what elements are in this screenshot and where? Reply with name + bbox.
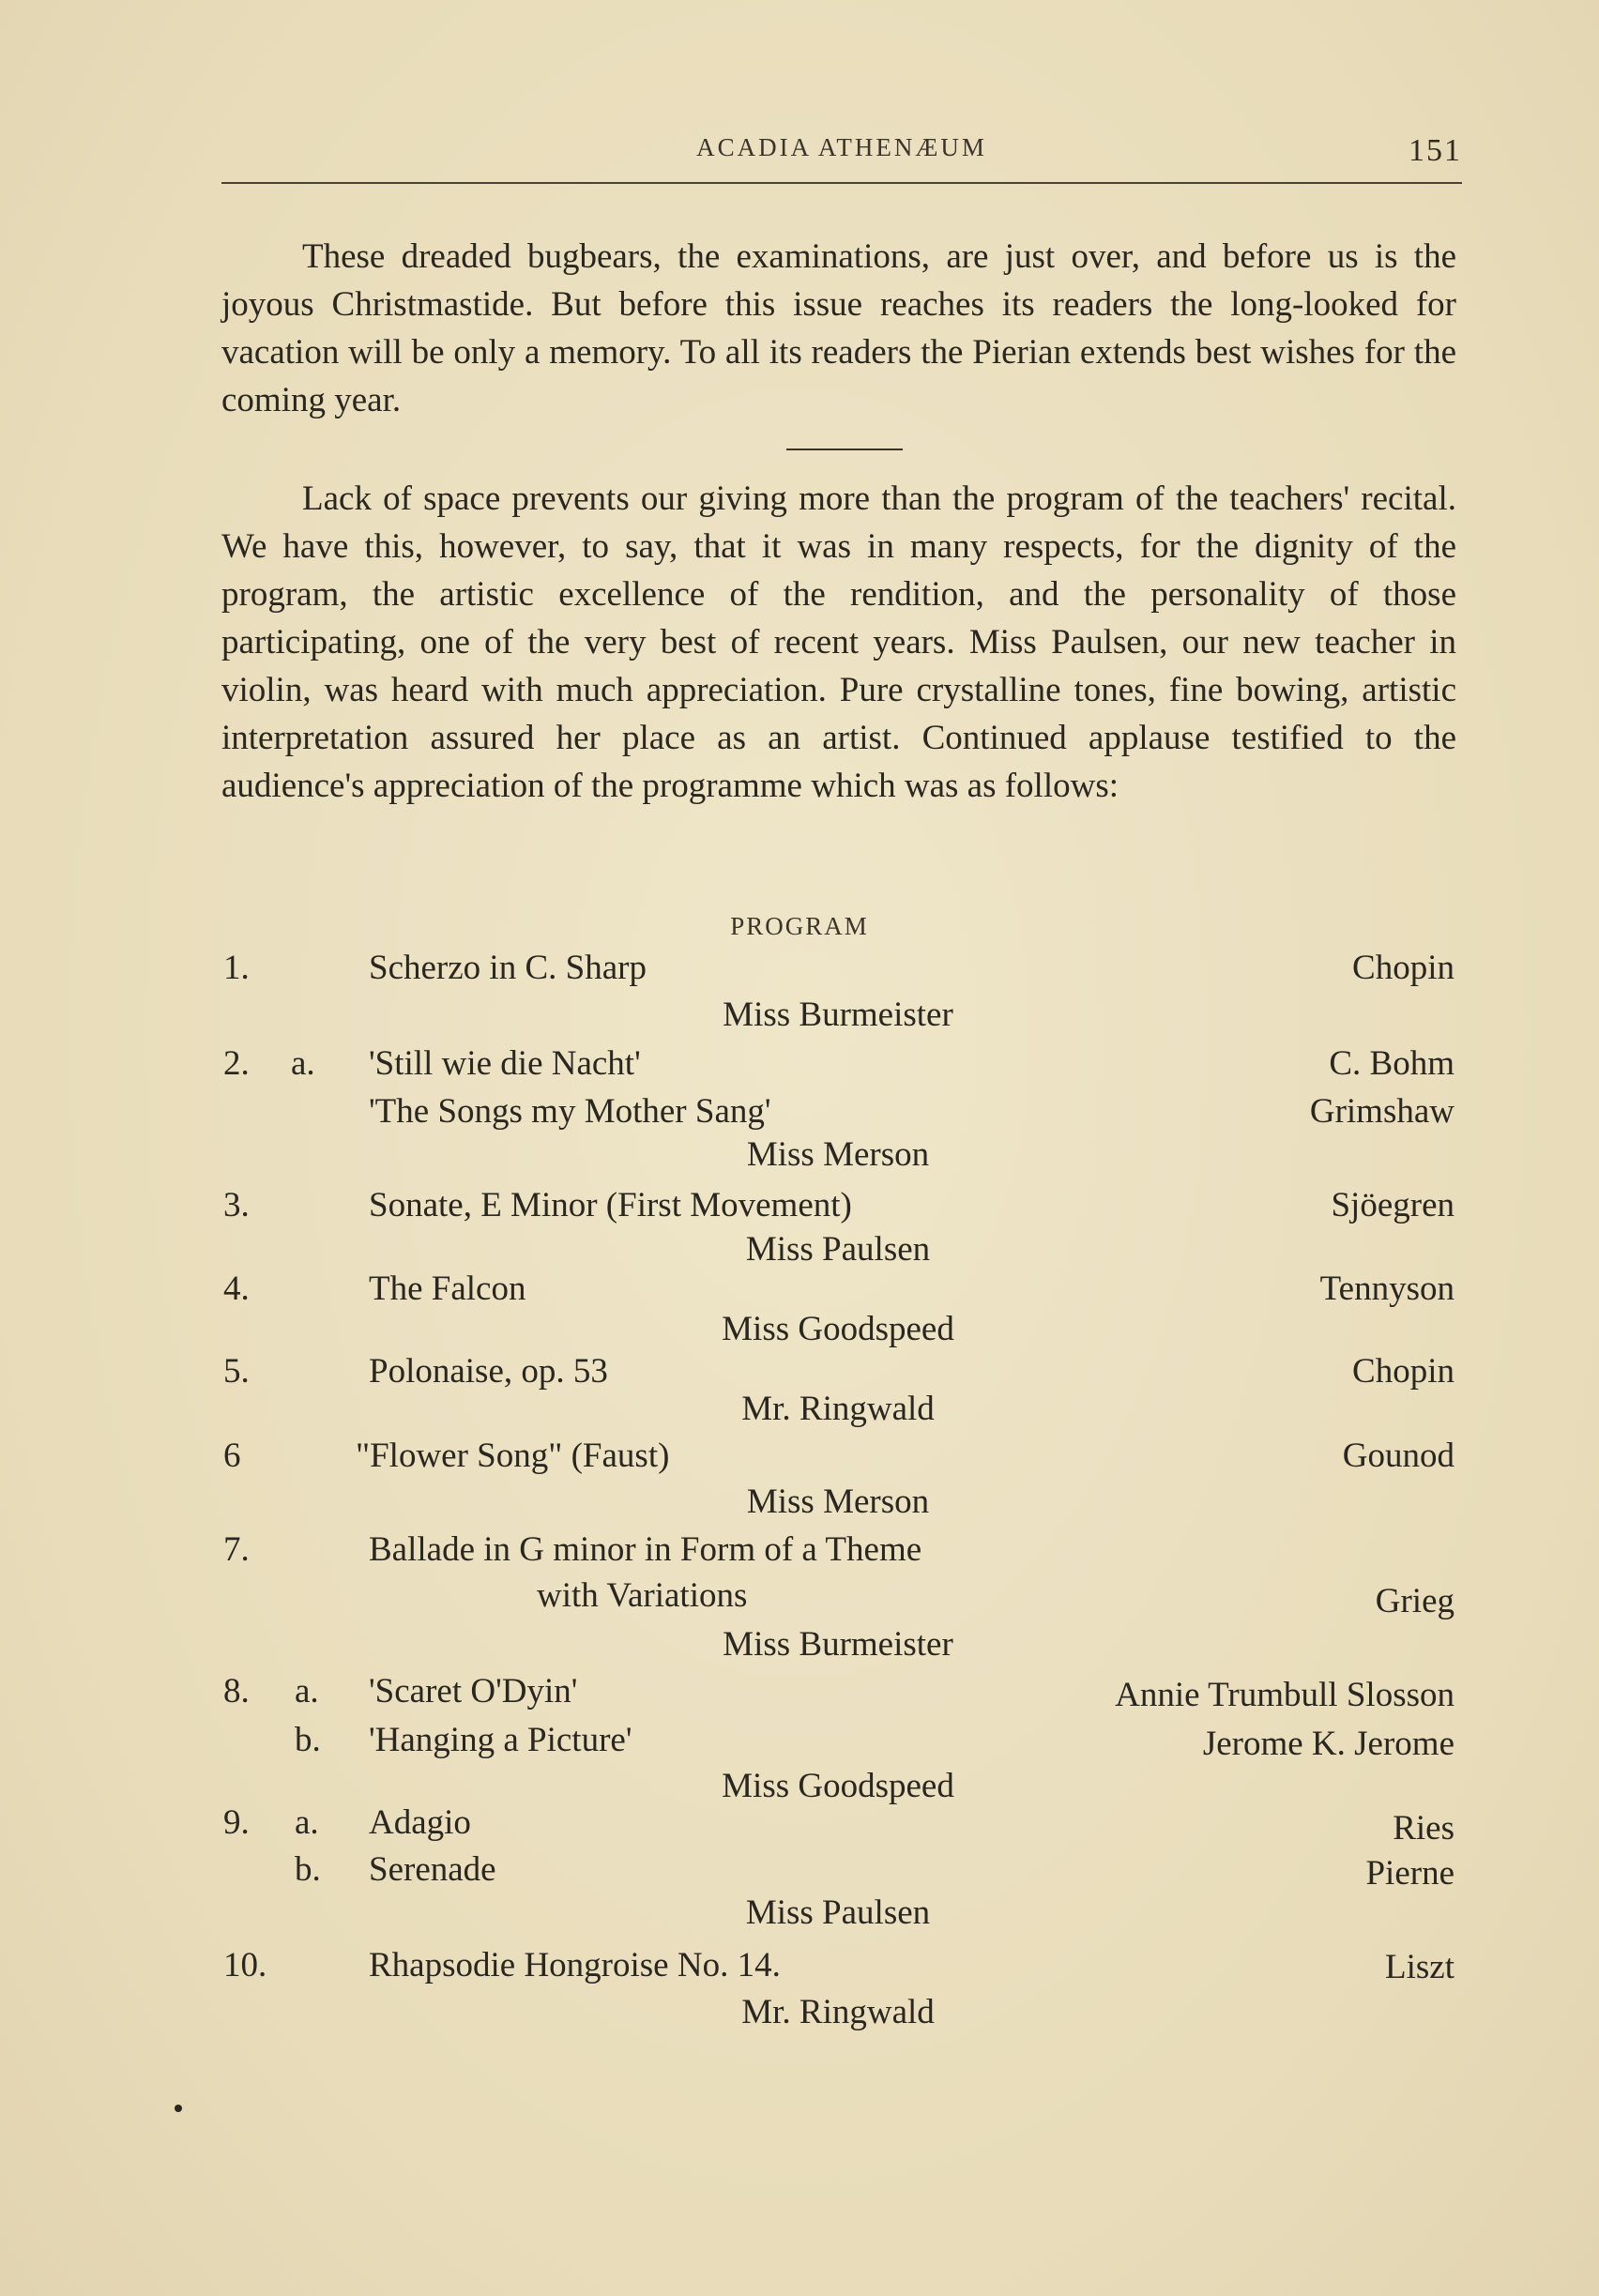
program-item xyxy=(0,1433,1599,1480)
item-number: 4. xyxy=(223,1270,250,1308)
paragraph-examinations: These dreaded bugbears, the examinations, are just over, and before us is the joyous Christmastide. But before this issue reaches its readers the long-looked for vacation will be only a memory. To all its readers the Pierian extends best wishes for the coming year. xyxy=(221,237,1456,419)
item-title: The Falcon xyxy=(369,1270,526,1308)
item-title: 'Scaret O'Dyin' xyxy=(369,1672,578,1711)
running-head: ACADIA ATHENÆUM xyxy=(696,133,987,161)
program-performer xyxy=(0,1621,1599,1668)
performer-name: Mr. Ringwald xyxy=(741,1390,935,1428)
item-title: Ballade in G minor in Form of a Theme xyxy=(369,1530,922,1569)
performer-name: Miss Merson xyxy=(746,1135,930,1174)
item-title: Rhapsodie Hongroise No. 14. xyxy=(369,1946,781,1984)
performer-name: Miss Goodspeed xyxy=(722,1310,954,1348)
item-composer: Liszt xyxy=(1385,1948,1454,1986)
performer-name: Miss Goodspeed xyxy=(722,1767,954,1805)
item-title: Scherzo in C. Sharp xyxy=(369,949,647,987)
item-title: Polonaise, op. 53 xyxy=(369,1352,608,1391)
ink-speck xyxy=(175,2105,182,2112)
item-composer: Annie Trumbull Slosson xyxy=(1115,1676,1454,1714)
item-number: 10. xyxy=(223,1946,267,1984)
program-item xyxy=(0,1041,1599,1087)
program-item xyxy=(0,1942,1599,1989)
item-number: 6 xyxy=(223,1437,241,1475)
item-sub-letter: a. xyxy=(295,1803,319,1842)
item-composer: Grimshaw xyxy=(1309,1092,1454,1131)
program-performer xyxy=(0,1132,1599,1178)
performer-name: Miss Paulsen xyxy=(745,1230,931,1269)
item-number: 7. xyxy=(223,1530,250,1569)
item-composer: Chopin xyxy=(1352,949,1454,987)
item-title: 'The Songs my Mother Sang' xyxy=(369,1092,771,1131)
item-title: Serenade xyxy=(369,1850,496,1889)
performer-name: Miss Paulsen xyxy=(745,1893,931,1932)
program-performer xyxy=(0,1890,1599,1937)
page-number: 151 xyxy=(1409,133,1462,168)
program-heading: PROGRAM xyxy=(730,912,869,940)
item-title: Adagio xyxy=(369,1803,471,1842)
program-performer xyxy=(0,1989,1599,2036)
header-rule xyxy=(221,182,1462,184)
item-composer: Pierne xyxy=(1365,1854,1454,1893)
program-item xyxy=(0,1668,1599,1715)
program-item xyxy=(0,1847,1599,1893)
program-item xyxy=(0,1088,1599,1135)
item-sub-letter: b. xyxy=(295,1721,321,1759)
item-composer: Chopin xyxy=(1352,1352,1454,1391)
item-composer: Grieg xyxy=(1375,1582,1454,1620)
item-composer: Tennyson xyxy=(1319,1270,1454,1308)
performer-name: Miss Burmeister xyxy=(723,1625,953,1664)
section-separator xyxy=(786,449,903,450)
item-title: "Flower Song" (Faust) xyxy=(356,1437,670,1475)
item-number: 3. xyxy=(223,1186,250,1224)
program-item xyxy=(0,1573,1599,1619)
program-performer xyxy=(0,1306,1599,1353)
performer-name: Mr. Ringwald xyxy=(741,1993,935,2031)
program-performer xyxy=(0,1479,1599,1526)
item-composer: Sjöegren xyxy=(1331,1186,1454,1224)
item-number: 9. xyxy=(223,1803,250,1842)
item-title: 'Hanging a Picture' xyxy=(369,1721,632,1759)
performer-name: Miss Merson xyxy=(746,1483,930,1521)
performer-name: Miss Burmeister xyxy=(723,996,953,1034)
program-item xyxy=(0,945,1599,992)
page-header xyxy=(221,133,1462,190)
item-number: 5. xyxy=(223,1352,250,1391)
item-composer: Ries xyxy=(1393,1809,1454,1847)
item-sub-letter: a. xyxy=(291,1044,315,1083)
item-sub-letter: a. xyxy=(295,1672,319,1711)
paragraph-recital: Lack of space prevents our giving more than the program of the teachers' recital. We have this, however, to say, that it was in many respects, for the dignity of the program, the artistic excellence of the rendition, and the personality of those participating, one of the very best of recent years. Miss Paulsen, our new teacher in violin, was heard with much appreciation. Pure crystalline tones, fine bowing, artistic interpretation assured her place as an artist. Continued applause testified to the audience's appreciation of the programme which was as follows: xyxy=(221,479,1456,805)
item-composer: Jerome K. Jerome xyxy=(1202,1725,1454,1763)
item-number: 2. xyxy=(223,1044,250,1083)
item-sub-letter: b. xyxy=(295,1850,321,1889)
item-title: Sonate, E Minor (First Movement) xyxy=(369,1186,852,1224)
item-number: 1. xyxy=(223,949,250,987)
item-composer: C. Bohm xyxy=(1329,1044,1454,1083)
program-item xyxy=(0,1527,1599,1574)
program-item xyxy=(0,1717,1599,1764)
program-performer xyxy=(0,992,1599,1039)
program-performer xyxy=(0,1386,1599,1433)
program-item xyxy=(0,1800,1599,1847)
item-composer: Gounod xyxy=(1342,1437,1454,1475)
item-title-continuation: with Variations xyxy=(537,1576,748,1615)
item-number: 8. xyxy=(223,1672,250,1711)
program-item xyxy=(0,1182,1599,1229)
item-title: 'Still wie die Nacht' xyxy=(369,1044,641,1083)
